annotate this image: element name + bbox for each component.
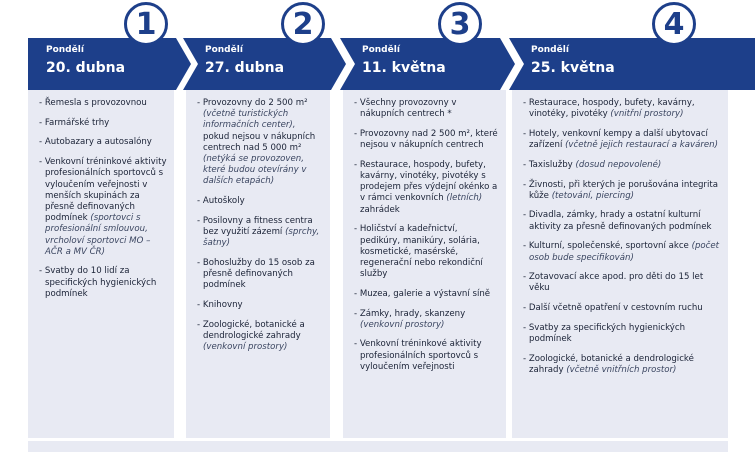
measure-item <box>523 210 722 232</box>
measure-item <box>39 98 168 109</box>
measure-text: - Muzea, galerie a výstavní síně <box>354 288 491 299</box>
measure-text: - Další včetně opatření v cestovním ruchu <box>523 303 703 314</box>
measure-note: (včetně vnitřních prostor) <box>566 364 677 375</box>
phase-date: 25. května <box>531 60 615 76</box>
phase-day: Pondělí <box>362 45 400 55</box>
measure-item <box>39 118 168 129</box>
measure-text: - Kulturní, společenské, sportovní akce <box>523 241 689 252</box>
measure-item <box>523 241 722 263</box>
measure-text: - Venkovní tréninkové aktivity profesionálních sportovců s vyloučením veřejnosti <box>354 339 482 372</box>
measure-note: (dosud nepovolené) <box>575 159 662 170</box>
footer-band <box>28 441 728 452</box>
phase-date: 27. dubna <box>205 60 285 76</box>
measure-text: - Zoologické, botanické a dendrologické zahrady <box>523 353 694 375</box>
measure-item <box>354 224 500 280</box>
phase-day: Pondělí <box>531 45 569 55</box>
phase-column <box>28 90 174 438</box>
phase-header <box>183 38 333 90</box>
phase-date: 20. dubna <box>46 60 126 76</box>
phase-column <box>512 90 728 438</box>
measure-item <box>197 216 324 250</box>
measure-item <box>523 323 722 345</box>
measure-item <box>523 160 722 171</box>
measure-text: - Zoologické, botanické a dendrologické zahrady <box>197 319 305 341</box>
measure-note: (sprchy, šatny) <box>203 227 320 249</box>
measure-item <box>354 129 500 151</box>
measure-item <box>523 129 722 151</box>
measure-item <box>197 320 324 354</box>
phase-header <box>28 38 178 90</box>
measure-text: - Zámky, hrady, skanzeny <box>354 308 466 319</box>
measure-note: (včetně jejich restaurací a kaváren) <box>565 140 718 151</box>
measure-text: - Svatby do 10 lidí za specifických hygienických podmínek <box>39 266 157 299</box>
measure-text: - Hotely, venkovní kempy a další ubytovací zařízení <box>523 128 708 151</box>
phase-number-badge: 3 <box>438 2 482 46</box>
measure-item <box>523 180 722 202</box>
measure-note: (tetování, piercing) <box>551 190 635 201</box>
measure-item <box>39 137 168 148</box>
phase-header <box>509 38 739 90</box>
measure-text: - Taxislužby <box>523 159 573 170</box>
measure-text: - Autobazary a autosalóny <box>39 137 152 148</box>
phase-header <box>340 38 500 90</box>
measure-note: (včetně turistických informačních center), <box>203 109 296 131</box>
phase-number-badge: 1 <box>124 2 168 46</box>
measure-note: (sportovci s profesionální smlouvou, vrcholoví sportovci MO – AČR a MV ČR) <box>45 213 151 257</box>
measure-item <box>354 309 500 331</box>
measure-item <box>197 300 324 311</box>
measure-text: - Svatby za specifických hygienických podmínek <box>523 322 686 345</box>
measure-note: (počet osob bude specifikován) <box>529 241 720 263</box>
measure-text: - Řemesla s provozovnou <box>39 98 147 108</box>
measure-text: - Divadla, zámky, hrady a ostatní kulturní aktivity za přesně definovaných podmínek <box>523 210 712 232</box>
phase-number-badge: 2 <box>281 2 325 46</box>
measure-item <box>39 266 168 300</box>
measure-text: - Zotavovací akce apod. pro děti do 15 let věku <box>523 272 704 294</box>
measure-text: - Živnosti, při kterých je porušována integrita kůže <box>523 179 718 201</box>
measure-item <box>354 289 500 300</box>
measure-note: (venkovní prostory) <box>203 342 288 353</box>
phase-number-badge: 4 <box>652 2 696 46</box>
measure-text: - Posilovny a fitness centra bez využití zázemí <box>197 215 313 238</box>
measure-text: - Restaurace, hospody, bufety, kavárny, vinotéky, pivotéky s prodejem přes výdejní okénko a v rámci venkovních <box>354 159 498 204</box>
measure-note: (netýká se provozoven, které budou otevírány v dalších etapách) <box>203 154 307 187</box>
measure-item <box>197 258 324 292</box>
measure-text: - Autoškoly <box>197 196 245 207</box>
measure-item <box>354 98 500 120</box>
measure-text: - Provozovny do 2 500 m² <box>197 98 308 108</box>
measure-item <box>39 157 168 258</box>
phase-day: Pondělí <box>46 45 84 55</box>
measure-note: (letních) <box>446 193 483 204</box>
phase-date: 11. května <box>362 60 446 76</box>
measure-item <box>197 196 324 207</box>
measure-text: - Provozovny nad 2 500 m², které nejsou v nákupních centrech <box>354 128 498 151</box>
measure-note: (vnitřní prostory) <box>610 109 684 120</box>
measure-item <box>523 354 722 376</box>
measure-note: (venkovní prostory) <box>360 319 445 330</box>
measure-item <box>354 339 500 373</box>
measure-item <box>523 303 722 314</box>
measure-item <box>354 160 500 216</box>
measure-item <box>523 272 722 294</box>
measure-text: - Venkovní tréninkové aktivity profesionálních sportovců s vyloučením veřejnosti v menších skupinách za přesně definovaných podmínek <box>39 157 167 224</box>
measure-text: - Bohoslužby do 15 osob za přesně definovaných podmínek <box>197 257 315 291</box>
measure-text: pokud nejsou v nákupních centrech nad 5 000 m² <box>203 131 316 153</box>
measure-text: - Knihovny <box>197 300 243 311</box>
measure-item <box>523 98 722 120</box>
measure-text: - Restaurace, hospody, bufety, kavárny, vinotéky, pivotéky <box>523 98 695 120</box>
measure-text: - Holičství a kadeřnictví, pedikúry, manikúry, solária, kosmetické, masérské, regenerační nebo rekondiční služby <box>354 224 483 280</box>
measure-text: - Farmářské trhy <box>39 117 110 128</box>
phase-column <box>343 90 506 438</box>
measure-item <box>197 98 324 188</box>
phase-column <box>186 90 330 438</box>
phase-day: Pondělí <box>205 45 243 55</box>
measure-text: - Všechny provozovny v nákupních centrech * <box>354 98 457 120</box>
measure-text: zahrádek <box>360 204 400 215</box>
